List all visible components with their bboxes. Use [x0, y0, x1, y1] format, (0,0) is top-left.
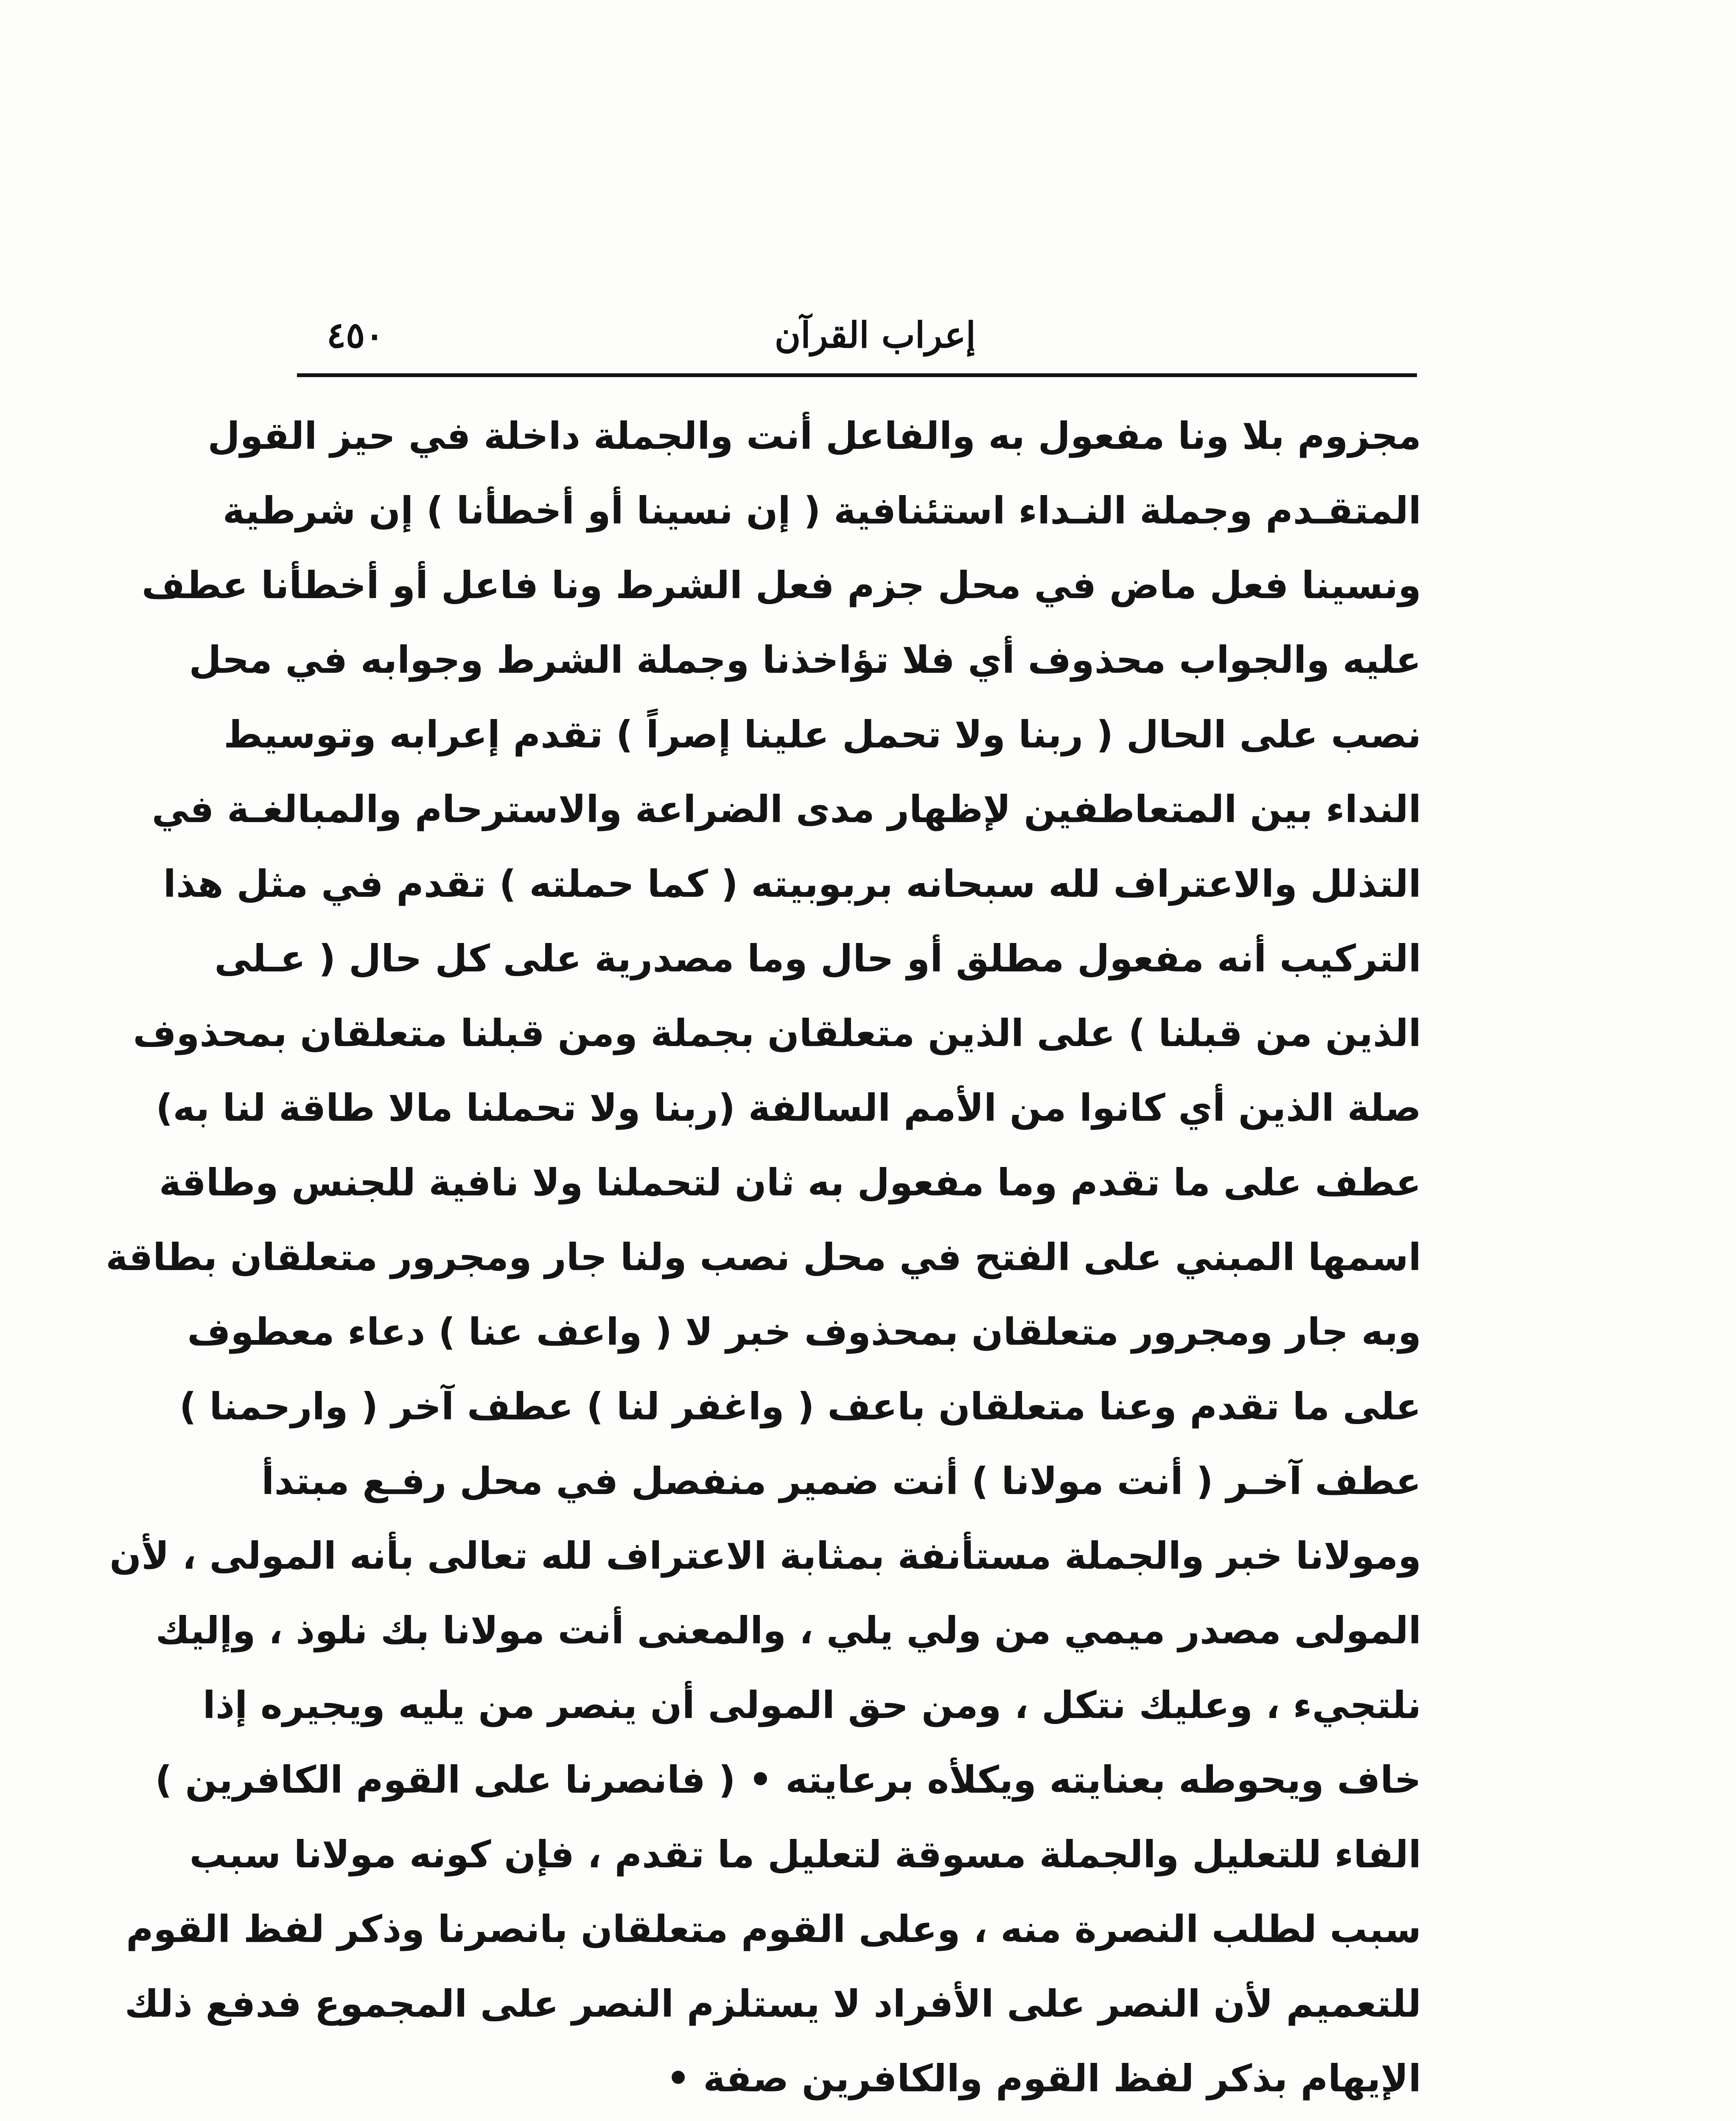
body-text [106, 399, 1421, 2121]
page-header [297, 305, 1417, 369]
running-title: إعراب القرآن [774, 314, 976, 356]
text-line: الذين من قبلنا ) على الذين متعلقان بجملة ومن قبلنا متعلقان بمحذوف [133, 1011, 1421, 1055]
text-line: الفاء للتعليل والجملة مسوقة لتعليل ما تقدم ، فإن كونه مولانا سبب [189, 1833, 1421, 1876]
text-line: عطف على ما تقدم وما مفعول به ثان لتحملنا ولا نافية للجنس وطاقة [159, 1161, 1421, 1204]
text-line: اسمها المبني على الفتح في محل نصب ولنا جار ومجرور متعلقان بطاقة [106, 1235, 1421, 1279]
text-line: للتعميم لأن النصر على الأفراد لا يستلزم النصر على المجموع فدفع ذلك [124, 1982, 1421, 2026]
text-line: عطف آخـر ( أنت مولانا ) أنت ضمير منفصل في محل رفـع مبتدأ [261, 1459, 1421, 1503]
text-line: مجزوم بلا ونا مفعول به والفاعل أنت والجملة داخلة في حيز القول [207, 414, 1421, 458]
text-line: خاف ويحوطه بعنايته ويكلأه برعايته • ( فانصرنا على القوم الكافرين ) [155, 1758, 1421, 1802]
page-number: ٤٥٠ [327, 314, 384, 356]
text-line: نصب على الحال ( ربنا ولا تحمل علينا إصراً ) تقدم إعرابه وتوسيط [224, 713, 1421, 756]
text-line: التركيب أنه مفعول مطلق أو حال وما مصدرية على كل حال ( عـلى [214, 937, 1421, 980]
text-line: صلة الذين أي كانوا من الأمم السالفة (ربنا ولا تحملنا مالا طاقة لنا به) [156, 1086, 1421, 1130]
text-line: ومولانا خبر والجملة مستأنفة بمثابة الاعتراف لله تعالى بأنه المولى ، لأن [109, 1534, 1421, 1578]
text-line: الإيهام بذكر لفظ القوم والكافرين صفة • [666, 2057, 1421, 2100]
text-line: على ما تقدم وعنا متعلقان باعف ( واغفر لنا ) عطف آخر ( وارحمنا ) [179, 1385, 1421, 1428]
header-divider [297, 373, 1417, 377]
text-line: المتقـدم وجملة النـداء استئنافية ( إن نسينا أو أخطأنا ) إن شرطية [222, 489, 1421, 532]
text-line: ونسينا فعل ماض في محل جزم فعل الشرط ونا فاعل أو أخطأنا عطف [141, 563, 1421, 607]
text-line: التذلل والاعتراف لله سبحانه بربوبيته ( كما حملته ) تقدم في مثل هذا [163, 862, 1421, 906]
text-line: سبب لطلب النصرة منه ، وعلى القوم متعلقان بانصرنا وذكر لفظ القوم [126, 1907, 1421, 1951]
text-line: المولى مصدر ميمي من ولي يلي ، والمعنى أنت مولانا بك نلوذ ، وإليك [155, 1609, 1421, 1652]
text-line: وبه جار ومجرور متعلقان بمحذوف خبر لا ( واعف عنا ) دعاء معطوف [187, 1310, 1421, 1354]
text-line: النداء بين المتعاطفين لإظهار مدى الضراعة والاسترحام والمبالغـة في [151, 787, 1421, 831]
text-line: نلتجيء ، وعليك نتكل ، ومن حق المولى أن ينصر من يليه ويجيره إذا [202, 1683, 1421, 1727]
text-line: عليه والجواب محذوف أي فلا تؤاخذنا وجملة الشرط وجوابه في محل [189, 638, 1421, 682]
